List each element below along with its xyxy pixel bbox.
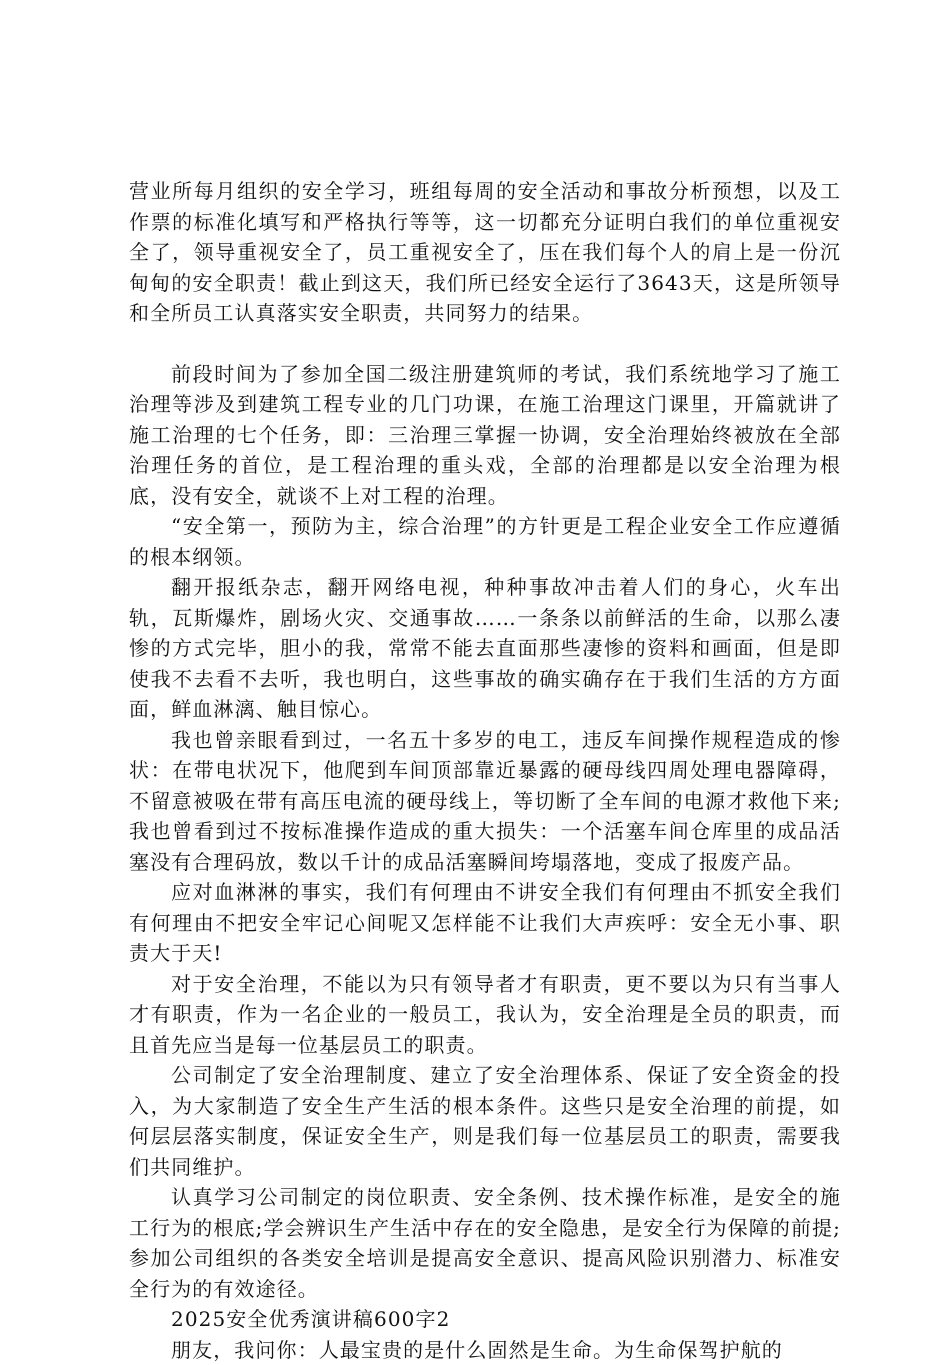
paragraph-9: 认真学习公司制定的岗位职责、安全条例、技术操作标准，是安全的施工行为的根底;学会辨识生产生活中存在的安全隐患，是安全行为保障的前提;参加公司组织的各类安全培训是提高安全意识、提高风险识别潜力、标准安全行为的有效途径。 [129,1182,841,1304]
paragraph-6: 应对血淋淋的事实，我们有何理由不讲安全我们有何理由不抓安全我们有何理由不把安全牢记心间呢又怎样能不让我们大声疾呼：安全无小事、职责大于天! [129,877,841,969]
paragraph-1: 营业所每月组织的安全学习，班组每周的安全活动和事故分析预想，以及工作票的标准化填写和严格执行等等，这一切都充分证明白我们的单位重视安全了，领导重视安全了，员工重视安全了，压在我们每个人的肩上是一份沉甸甸的安全职责！截止到这天，我们所已经安全运行了3643天，这是所领导和全所员工认真落实安全职责，共同努力的结果。 [129,176,841,329]
paragraph-8: 公司制定了安全治理制度、建立了安全治理体系、保证了安全资金的投入，为大家制造了安全生产生活的根本条件。这些只是安全治理的前提，如何层层落实制度，保证安全生产，则是我们每一位基层员工的职责，需要我们共同维护。 [129,1060,841,1182]
paragraph-2: 前段时间为了参加全国二级注册建筑师的考试，我们系统地学习了施工治理等涉及到建筑工程专业的几门功课，在施工治理这门课里，开篇就讲了施工治理的七个任务，即：三治理三掌握一协调，安全治理始终被放在全部治理任务的首位，是工程治理的重头戏，全部的治理都是以安全治理为根底，没有安全，就谈不上对工程的治理。 [129,359,841,512]
paragraph-3: “安全第一，预防为主，综合治理”的方针更是工程企业安全工作应遵循的根本纲领。 [129,511,841,572]
paragraph-4: 翻开报纸杂志，翻开网络电视，种种事故冲击着人们的身心，火车出轨，瓦斯爆炸，剧场火灾、交通事故……一条条以前鲜活的生命，以那么凄惨的方式完毕，胆小的我，常常不能去直面那些凄惨的资料和画面，但是即使我不去看不去听，我也明白，这些事故的确实确存在于我们生活的方方面面，鲜血淋漓、触目惊心。 [129,572,841,725]
paragraph-10: 朋友，我问你：人最宝贵的是什么固然是生命。为生命保驾护航的 [129,1335,841,1365]
section-heading: 2025安全优秀演讲稿600字2 [129,1304,841,1335]
document-body [129,176,841,1365]
paragraph-5: 我也曾亲眼看到过，一名五十多岁的电工，违反车间操作规程造成的惨状：在带电状况下，他爬到车间顶部靠近暴露的硬母线四周处理电器障碍，不留意被吸在带有高压电流的硬母线上，等切断了全车间的电源才救他下来;我也曾看到过不按标准操作造成的重大损失：一个活塞车间仓库里的成品活塞没有合理码放，数以千计的成品活塞瞬间垮塌落地，变成了报废产品。 [129,725,841,878]
paragraph-7: 对于安全治理，不能以为只有领导者才有职责，更不要以为只有当事人才有职责，作为一名企业的一般员工，我认为，安全治理是全员的职责，而且首先应当是每一位基层员工的职责。 [129,969,841,1061]
